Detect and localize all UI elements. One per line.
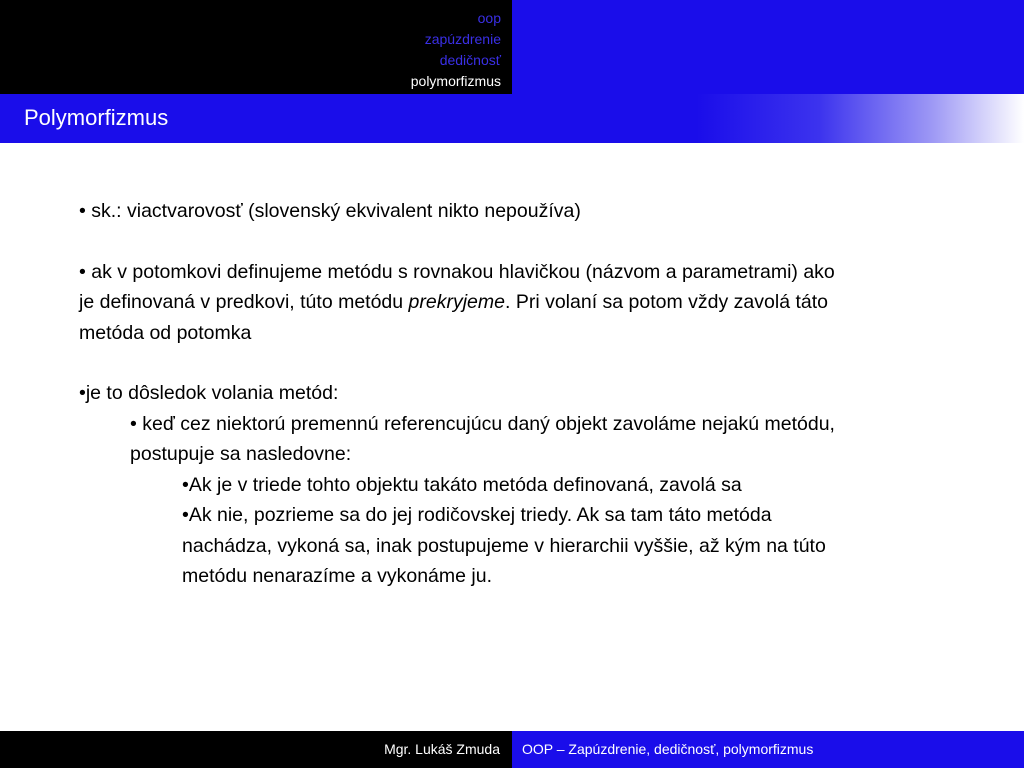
footer-topic: OOP – Zapúzdrenie, dedičnosť, polymorfizmus (522, 741, 814, 757)
spacer (79, 348, 849, 378)
footer-left-panel (0, 731, 512, 768)
bullet-consequence: •je to dôsledok volania metód: (79, 382, 339, 404)
bullet-override-definition (79, 257, 849, 349)
bullet-override-text-start: • ak v potomkovi definujeme metódu s rovnakou hlavičkou (názvom a parametrami) ako je definovaná v predkovi, túto metódu (79, 260, 835, 313)
nav-item-polymorfizmus[interactable]: polymorfizmus (410, 73, 501, 89)
sub-sub-bullet-parent-lookup: •Ak nie, pozrieme sa do jej rodičovskej triedy. Ak sa tam táto metóda nachádza, vykoná sa, inak postupujeme v hierarchii vyššie, až kým na túto metódu nenarazíme a vykonáme ju. (182, 504, 826, 587)
footer-author: Mgr. Lukáš Zmuda (384, 741, 500, 757)
footer-right-panel (512, 731, 1024, 768)
slide-content (79, 196, 849, 592)
bullet-translation: • sk.: viactvarovosť (slovenský ekvivalent nikto nepoužíva) (79, 200, 581, 222)
section-navigation (411, 8, 501, 92)
bullet-override-emphasis: prekryjeme (408, 291, 505, 313)
spacer (79, 227, 849, 257)
top-navigation-bar (0, 0, 1024, 94)
top-bar-left-panel (0, 0, 512, 94)
title-band (0, 94, 1024, 143)
top-bar-right-panel (512, 0, 1024, 94)
nav-item-oop[interactable]: oop (477, 10, 501, 26)
bullet-override-text-end: . Pri volaní sa potom vždy zavolá táto metóda od potomka (79, 291, 828, 344)
footer-bar (0, 731, 1024, 768)
slide-title: Polymorfizmus (24, 105, 169, 130)
sub-bullet-method-call: • keď cez niektorú premennú referencujúcu daný objekt zavoláme nejakú metódu, postupuje sa nasledovne: (130, 412, 835, 465)
nav-item-zapuzdrenie[interactable]: zapúzdrenie (424, 31, 501, 47)
sub-sub-bullet-defined-in-class: •Ak je v triede tohto objektu takáto metóda definovaná, zavolá sa (182, 473, 742, 496)
nav-item-dedicnost[interactable]: dedičnosť (439, 52, 501, 68)
